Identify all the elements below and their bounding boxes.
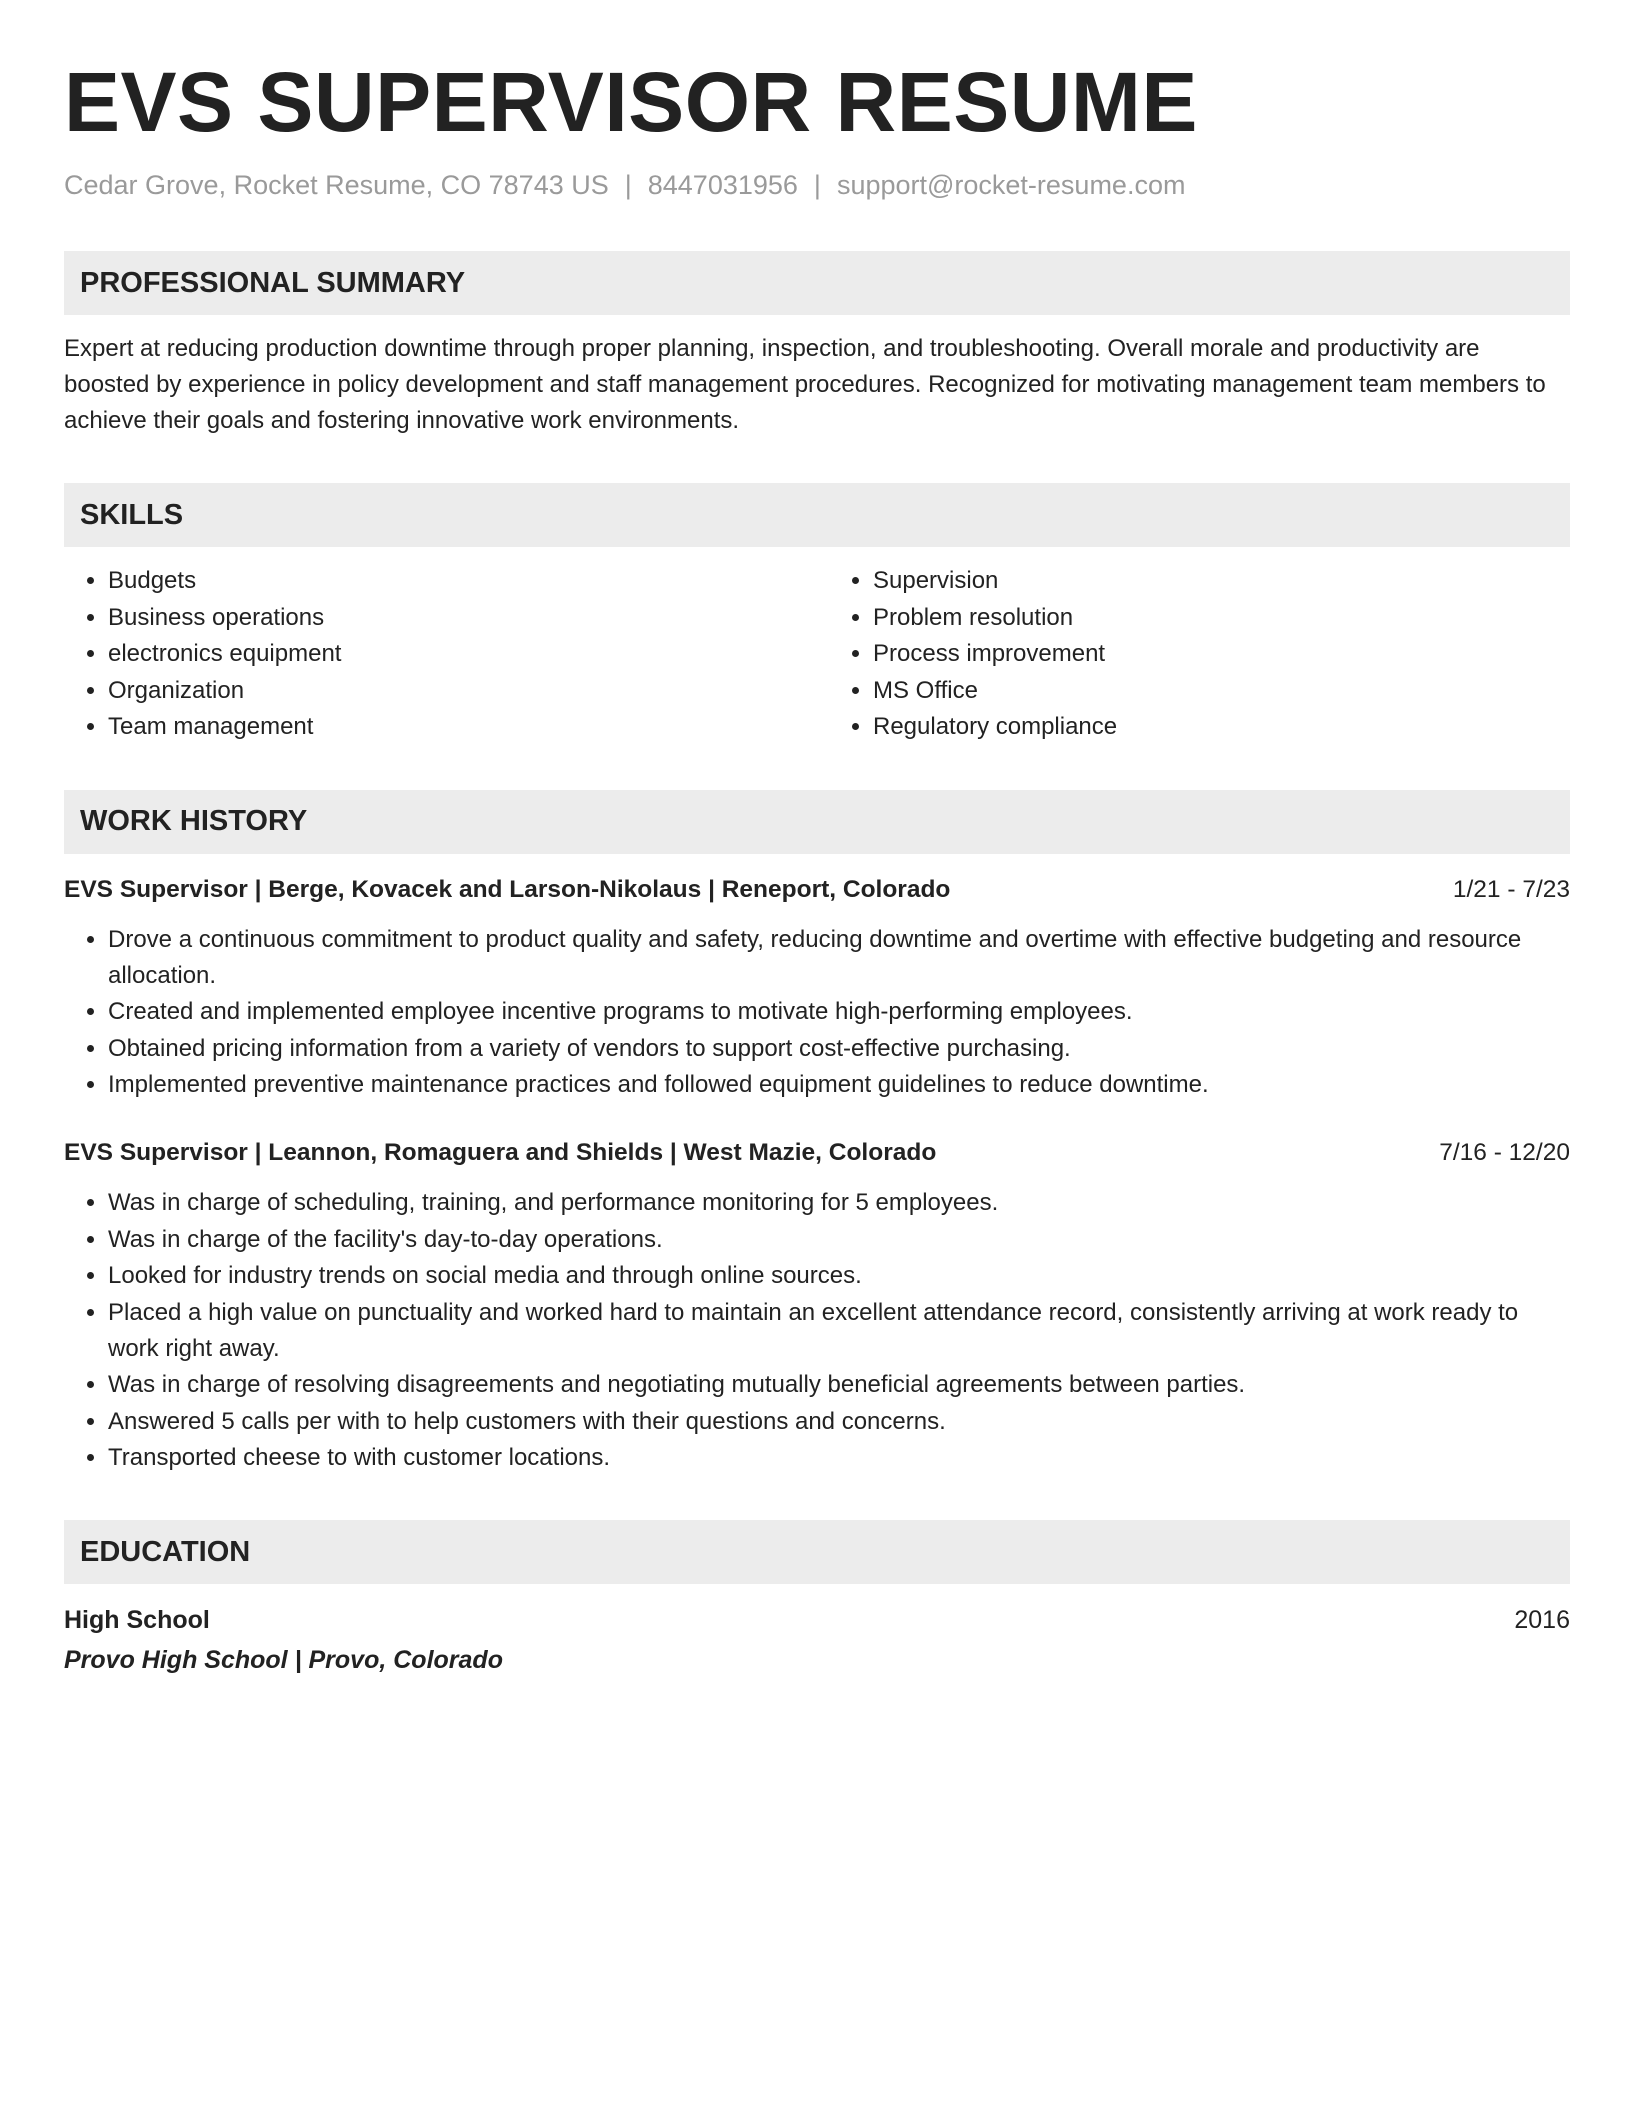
education-year: 2016: [1514, 1606, 1570, 1635]
job-bullet: • Answered 5 calls per with to help customers with their questions and concerns.: [108, 1404, 1570, 1440]
work-section-header: WORK HISTORY: [64, 790, 1570, 854]
job-bullet: • Obtained pricing information from a variety of vendors to support cost-effective purchasing.: [108, 1031, 1570, 1067]
job-bullet: • Drove a continuous commitment to product quality and safety, reducing downtime and overtime with effective budgeting and resource allocation.: [108, 922, 1570, 994]
job-bullet: • Looked for industry trends on social media and through online sources.: [108, 1258, 1570, 1294]
skill-item: • Supervision: [873, 563, 1570, 600]
education-section-header: EDUCATION: [64, 1520, 1570, 1584]
resume-title: EVS SUPERVISOR RESUME: [64, 55, 1198, 149]
summary-text: Expert at reducing production downtime through proper planning, inspection, and troubleshooting. Overall morale and productivity are boosted by experience in policy development and staff management procedures. Recognized for motivating management team members to achieve their goals and fostering innovative work environments.: [64, 335, 1546, 435]
skill-item: • Regulatory compliance: [873, 709, 1570, 746]
skill-item: • Business operations: [108, 600, 817, 637]
job-dates: 1/21 - 7/23: [1452, 875, 1570, 903]
job-bullet: • Transported cheese to with customer locations.: [108, 1440, 1570, 1476]
skill-item: • electronics equipment: [108, 636, 817, 673]
job-dates: 7/16 - 12/20: [1439, 1139, 1570, 1167]
skill-item: • Organization: [108, 673, 817, 710]
education-header: [64, 1602, 1570, 1638]
contact-phone: 8447031956: [647, 170, 798, 201]
skill-item: • Process improvement: [873, 636, 1570, 673]
job-bullet: • Was in charge of scheduling, training, and performance monitoring for 5 employees.: [108, 1185, 1570, 1221]
job-bullet: • Was in charge of resolving disagreements and negotiating mutually beneficial agreements between parties.: [108, 1367, 1570, 1403]
job-bullet: • Was in charge of the facility's day-to-day operations.: [108, 1222, 1570, 1258]
contact-separator: |: [624, 170, 632, 201]
summary-section-header: PROFESSIONAL SUMMARY: [64, 251, 1570, 315]
skill-item: • MS Office: [873, 673, 1570, 710]
job-header: [64, 1135, 1570, 1171]
contact-separator: |: [813, 170, 821, 201]
job-bullets: [64, 922, 1570, 1104]
contact-email: support@rocket-resume.com: [836, 170, 1186, 201]
job-title: EVS Supervisor | Leannon, Romaguera and Shields | West Mazie, Colorado: [64, 1139, 937, 1167]
job-bullet: • Placed a high value on punctuality and worked hard to maintain an excellent attendance record, consistently arriving at work ready to work right away.: [108, 1295, 1570, 1367]
skills-section-header: SKILLS: [64, 483, 1570, 547]
skill-item: • Team management: [108, 709, 817, 746]
education-degree: High School: [64, 1606, 210, 1635]
job-bullets: [64, 1185, 1570, 1476]
skills-list: [64, 563, 1570, 746]
education-school: Provo High School | Provo, Colorado: [64, 1646, 503, 1675]
resume-page: [64, 55, 1570, 1678]
job-header: [64, 872, 1570, 908]
skill-item: • Budgets: [108, 563, 817, 600]
skills-column-right: [817, 563, 1570, 746]
contact-address: Cedar Grove, Rocket Resume, CO 78743 US: [64, 170, 609, 201]
job-bullet: • Implemented preventive maintenance practices and followed equipment guidelines to reduce downtime.: [108, 1067, 1570, 1103]
skills-column-left: [64, 563, 817, 746]
contact-line: [64, 168, 1570, 203]
job-bullet: • Created and implemented employee incentive programs to motivate high-performing employees.: [108, 994, 1570, 1030]
job-title: EVS Supervisor | Berge, Kovacek and Larson-Nikolaus | Reneport, Colorado: [64, 875, 951, 903]
skill-item: • Problem resolution: [873, 600, 1570, 637]
